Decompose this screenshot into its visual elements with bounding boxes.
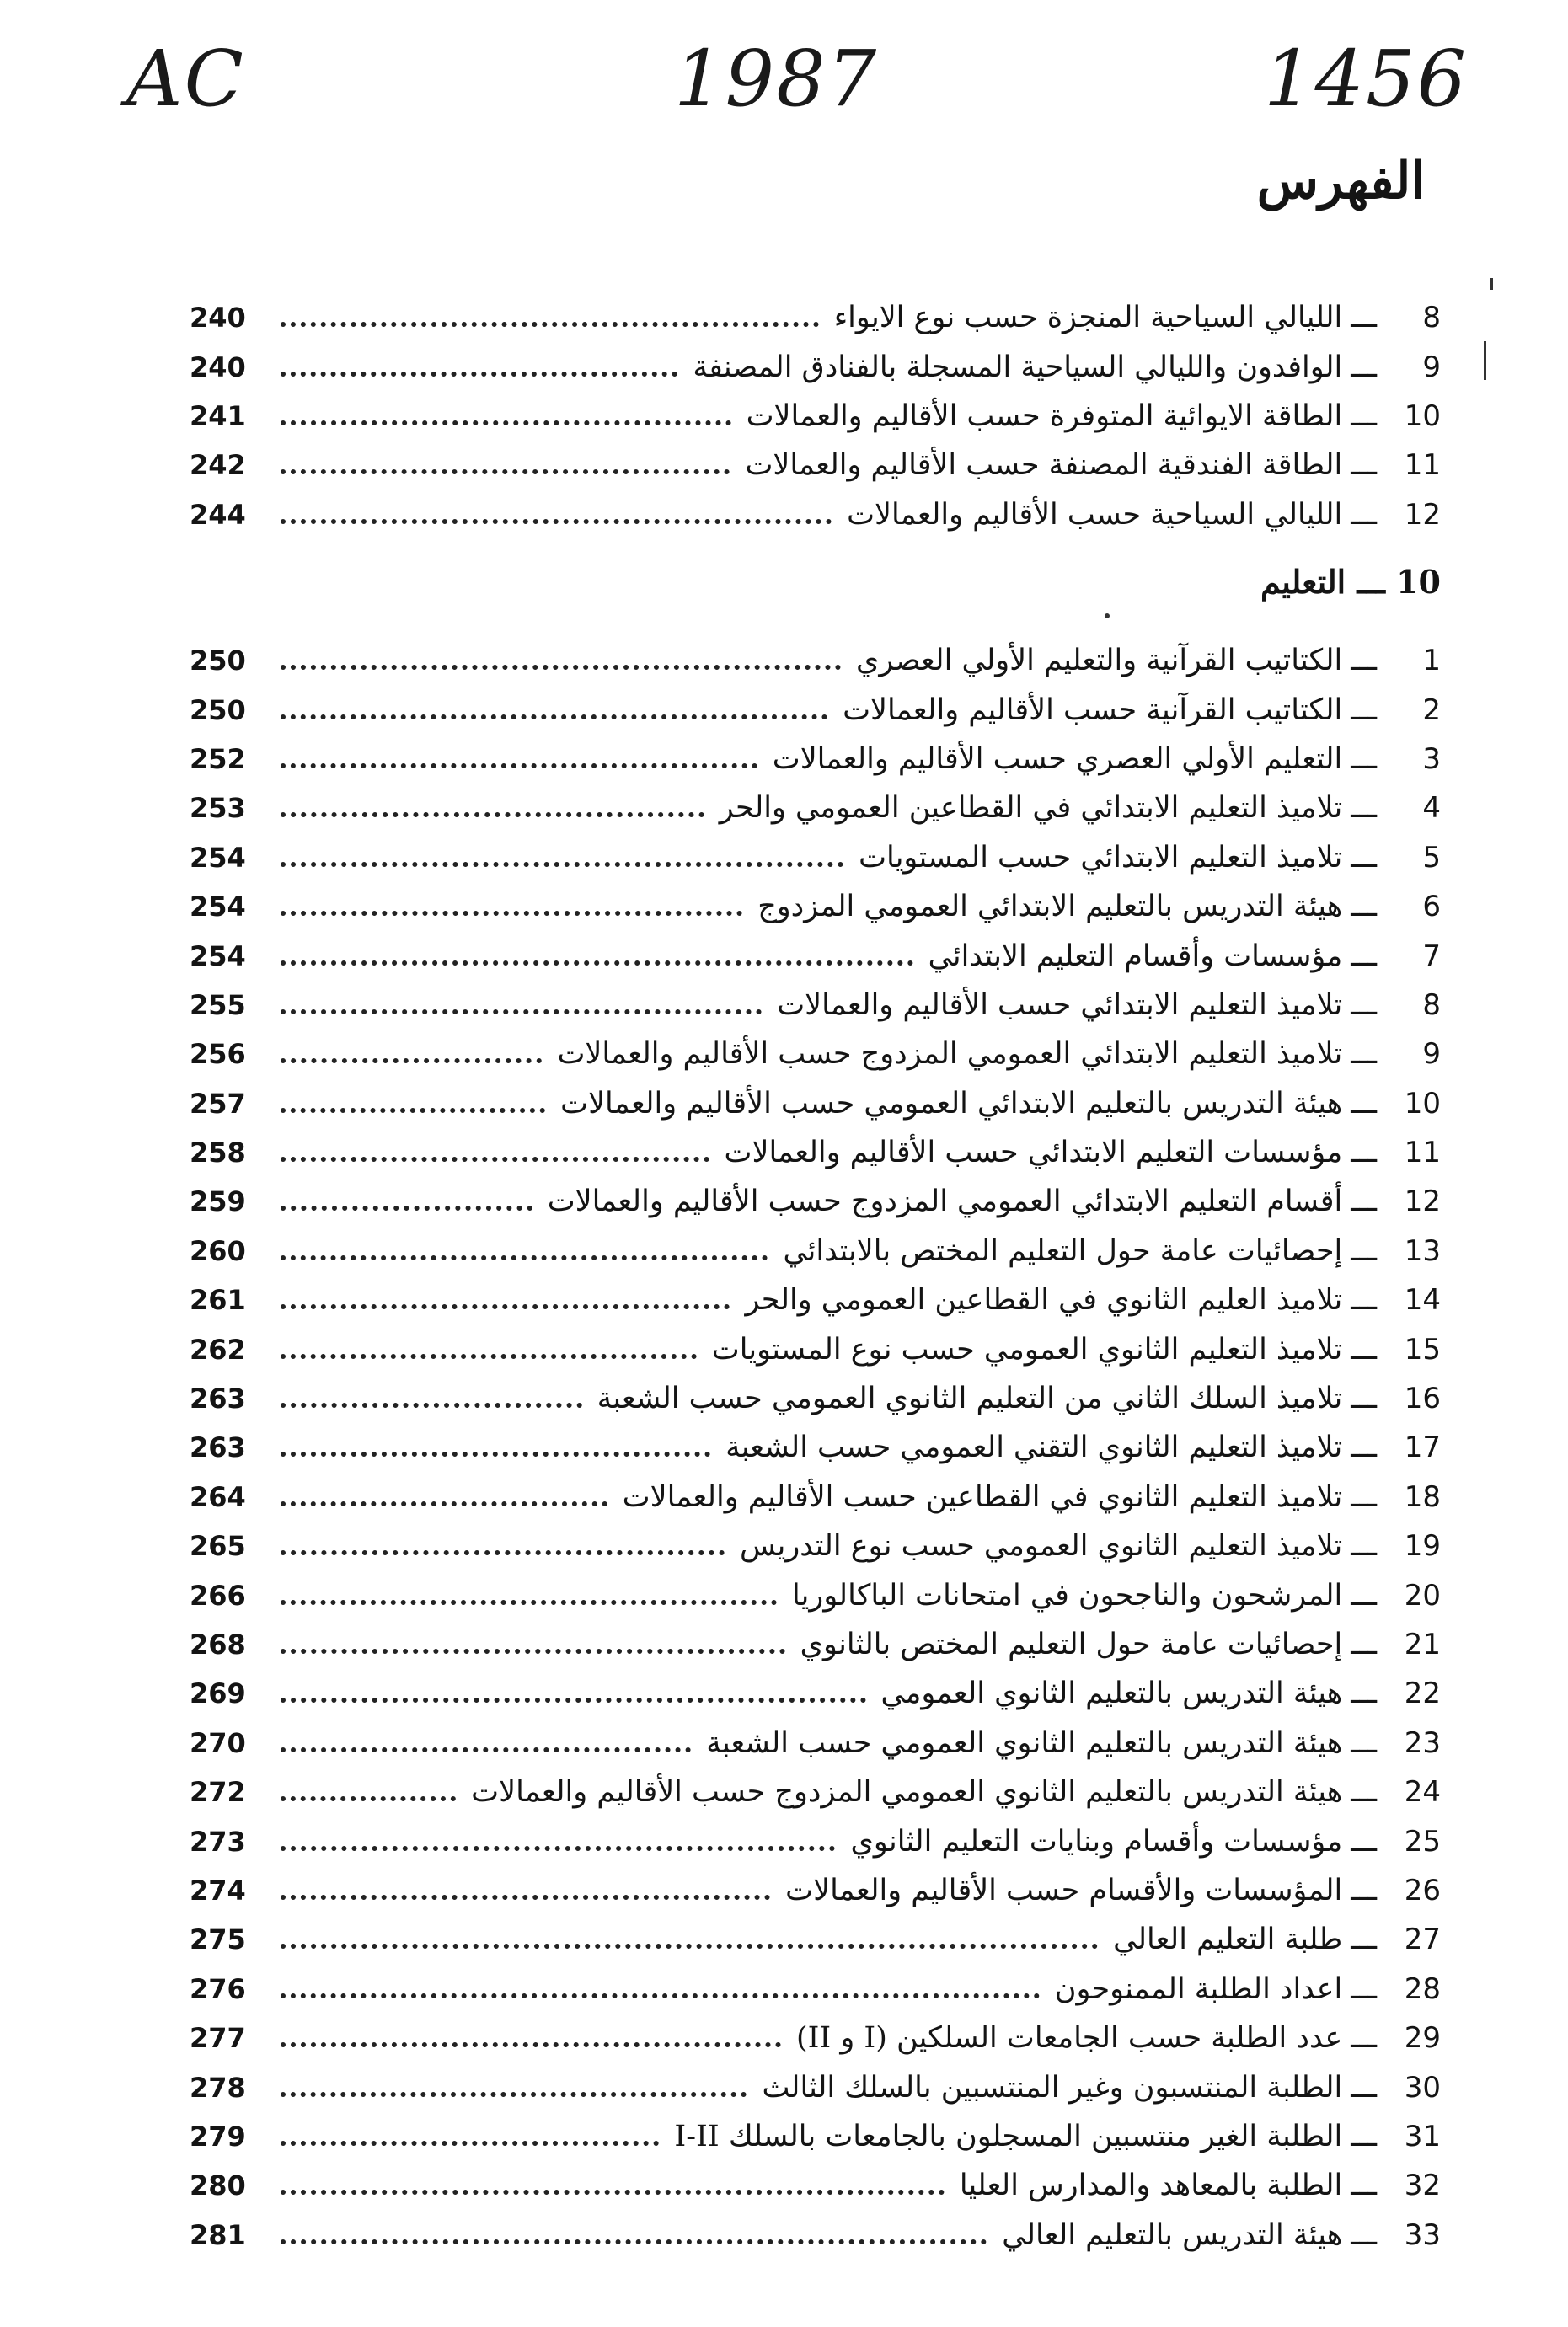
dot-leader	[281, 420, 731, 425]
dot-leader	[281, 1501, 607, 1506]
toc-row-number: 4	[1422, 791, 1441, 826]
toc-row-page: 278	[190, 2071, 246, 2104]
toc-row-number: 29	[1404, 2021, 1441, 2056]
toc-row-page: 272	[190, 1776, 246, 1809]
toc-row-title: هيئة التدريس بالتعليم العالي	[1002, 2217, 1343, 2252]
dot-leader	[281, 1452, 710, 1457]
toc-row: 11 ـــ مؤسسات التعليم الابتدائي حسب الأقاليم والعمالات 258	[190, 1136, 1441, 1170]
toc-row-page: 277	[190, 2022, 246, 2055]
dot-leader	[281, 1698, 866, 1703]
dot-leader	[281, 1255, 768, 1260]
toc-row-number: 30	[1404, 2070, 1441, 2105]
toc-row-title: مؤسسات وأقسام التعليم الابتدائي	[928, 939, 1343, 973]
dot-leader	[281, 2092, 747, 2097]
toc-row: 12 ـــ أقسام التعليم الابتدائي العمومي المزدوج حسب الأقاليم والعمالات 259	[190, 1185, 1441, 1219]
toc-row-page: 273	[190, 1825, 246, 1858]
toc-row-number: 6	[1422, 890, 1441, 924]
toc-row: 3 ـــ التعليم الأولي العصري حسب الأقاليم والعمالات 252	[190, 741, 1441, 776]
toc-row-number: 19	[1404, 1529, 1441, 1564]
toc-row-page: 261	[190, 1284, 246, 1317]
toc-row-title: تلاميذ التعليم الثانوي العمومي حسب نوع المستويات	[711, 1332, 1343, 1367]
toc-row-page: 254	[190, 939, 246, 972]
toc-row-title: الطلبة الغير منتسبين المسجلون بالجامعات بالسلك I-II	[674, 2119, 1343, 2153]
dot-leader	[281, 469, 730, 474]
toc-row-title: التعليم الأولي العصري حسب الأقاليم والعمالات	[772, 741, 1343, 776]
toc-row-number: 15	[1404, 1332, 1441, 1367]
toc-row-page: 279	[190, 2120, 246, 2153]
toc-row-title: تلاميذ التعليم الابتدائي حسب الأقاليم والعمالات	[777, 987, 1343, 1022]
toc-row: 4 ـــ تلاميذ التعليم الابتدائي في القطاعين العمومي والحر 253	[190, 791, 1441, 826]
toc-row-title: عدد الطلبة حسب الجامعات السلكين (I و II)	[795, 2021, 1343, 2056]
toc-row-page: 259	[190, 1185, 246, 1218]
toc-row: 26 ـــ المؤسسات والأقسام حسب الأقاليم والعمالات 274	[190, 1873, 1441, 1907]
ink-dot	[1105, 613, 1110, 618]
dot-leader	[281, 1993, 1040, 1998]
dot-leader	[281, 2190, 945, 2195]
toc-row: 27 ـــ طلبة التعليم العالي 275	[190, 1923, 1441, 1957]
toc-row-title: تلاميذ العليم الثانوي في القطاعين العمومي والحر	[745, 1283, 1343, 1318]
toc-row-title: الكتاتيب القرآنية حسب الأقاليم والعمالات	[843, 693, 1343, 727]
toc-row: 9 ـــ تلاميذ التعليم الابتدائي العمومي المزدوج حسب الأقاليم والعمالات 256	[190, 1037, 1441, 1072]
toc-row-page: 254	[190, 891, 246, 923]
dot-leader	[281, 372, 677, 377]
toc-row: 31 ـــ الطلبة الغير منتسبين المسجلون بالجامعات بالسلك I-II 279	[190, 2119, 1441, 2153]
toc-row: 21 ـــ إحصائيات عامة حول التعليم المختص بالثانوي 268	[190, 1628, 1441, 1661]
toc-row: 2 ـــ الكتاتيب القرآنية حسب الأقاليم والعمالات 250	[190, 693, 1441, 727]
dot-leader	[281, 1846, 835, 1851]
toc-row-title: إحصائيات عامة حول التعليم المختص بالابتدائي	[783, 1233, 1343, 1268]
toc-row-number: 14	[1404, 1283, 1441, 1318]
toc-row-page: 274	[190, 1874, 246, 1907]
toc-row: 1 ـــ الكتاتيب القرآنية والتعليم الأولي العصري 250	[190, 644, 1441, 678]
toc-row-title: تلاميذ التعليم الابتدائي في القطاعين العمومي والحر	[719, 791, 1343, 826]
toc-row-number: 16	[1404, 1382, 1441, 1416]
dot-leader	[281, 960, 913, 966]
dot-leader	[281, 322, 819, 327]
toc-row-title: الطلبة المنتسبون وغير المنتسبين بالسلك الثالث	[762, 2070, 1343, 2105]
toc-row-page: 255	[190, 988, 246, 1021]
dot-leader	[281, 1157, 709, 1162]
toc-row-number: 10	[1404, 1086, 1441, 1121]
toc-row-title: الليالي السياحية المنجزة حسب نوع الايواء	[833, 301, 1343, 335]
toc-row: 7 ـــ مؤسسات وأقسام التعليم الابتدائي 254	[190, 939, 1441, 973]
toc-row-number: 8	[1422, 301, 1441, 335]
toc-row-title: هيئة التدريس بالتعليم الثانوي العمومي	[880, 1677, 1343, 1711]
dot-leader	[281, 714, 827, 719]
toc-row: 22 ـــ هيئة التدريس بالتعليم الثانوي العمومي 269	[190, 1677, 1441, 1711]
toc-row-page: 240	[190, 302, 246, 334]
toc-row: 8 ـــ تلاميذ التعليم الابتدائي حسب الأقاليم والعمالات 255	[190, 987, 1441, 1022]
toc-row-number: 9	[1422, 350, 1441, 384]
toc-row-number: 9	[1422, 1037, 1441, 1072]
toc-row-page: 262	[190, 1333, 246, 1366]
toc-row: 16 ـــ تلاميذ السلك الثاني من التعليم الثانوي العمومي حسب الشعبة 263	[190, 1382, 1441, 1416]
toc-row-number: 12	[1404, 1185, 1441, 1219]
toc-row-number: 33	[1404, 2217, 1441, 2252]
toc-row-title: هيئة التدريس بالتعليم الابتدائي العمومي حسب الأقاليم والعمالات	[560, 1086, 1343, 1121]
handwritten-number: 1456	[1264, 34, 1469, 124]
toc-row: 6 ـــ هيئة التدريس بالتعليم الابتدائي العمومي المزدوج 254	[190, 890, 1441, 924]
dot-leader	[281, 911, 742, 916]
dot-leader	[281, 1403, 582, 1408]
toc-row-page: 264	[190, 1480, 246, 1513]
toc-row-number: 2	[1422, 693, 1441, 727]
dot-leader	[281, 862, 843, 867]
toc-row-number: 11	[1404, 448, 1441, 483]
toc-row-page: 258	[190, 1137, 246, 1169]
toc-row-page: 241	[190, 399, 246, 432]
toc-row: 25 ـــ مؤسسات وأقسام وبنايات التعليم الثانوي 273	[190, 1824, 1441, 1859]
dot-leader	[281, 1944, 1098, 1949]
toc-row-title: مؤسسات التعليم الابتدائي حسب الأقاليم والعمالات	[724, 1136, 1343, 1170]
toc-row-page: 265	[190, 1530, 246, 1563]
toc-row: 32 ـــ الطلبة بالمعاهد والمدارس العليا 280	[190, 2169, 1441, 2203]
toc-row: 19 ـــ تلاميذ التعليم الثانوي العمومي حسب نوع التدريس 265	[190, 1529, 1441, 1564]
toc-row-title: تلاميذ التعليم الثانوي التقني العمومي حسب الشعبة	[725, 1431, 1343, 1465]
margin-mark	[1484, 341, 1486, 380]
toc-row-number: 17	[1404, 1431, 1441, 1465]
dot-leader	[281, 1304, 730, 1309]
dot-leader	[281, 2042, 781, 2047]
toc-section-tourism	[190, 293, 1441, 539]
toc-row: 24 ـــ هيئة التدريس بالتعليم الثانوي العمومي المزدوج حسب الأقاليم والعمالات 272	[190, 1775, 1441, 1810]
toc-row-page: 244	[190, 498, 246, 531]
toc-row: 15 ـــ تلاميذ التعليم الثانوي العمومي حسب نوع المستويات 262	[190, 1332, 1441, 1367]
toc-row-title: الليالي السياحية حسب الأقاليم والعمالات	[847, 497, 1343, 532]
toc-row-page: 268	[190, 1629, 246, 1661]
toc-row: 13 ـــ إحصائيات عامة حول التعليم المختص بالابتدائي 260	[190, 1233, 1441, 1268]
toc-row-title: تلاميذ التعليم الابتدائي العمومي المزدوج حسب الأقاليم والعمالات	[557, 1037, 1343, 1072]
toc-row-title: اعداد الطلبة الممنوحون	[1054, 1971, 1343, 2006]
toc-row-page: 256	[190, 1038, 246, 1071]
toc-row-number: 12	[1404, 497, 1441, 532]
toc-row: 23 ـــ هيئة التدريس بالتعليم الثانوي العمومي حسب الشعبة 270	[190, 1725, 1441, 1760]
toc-row: 14 ـــ تلاميذ العليم الثانوي في القطاعين العمومي والحر 261	[190, 1283, 1441, 1318]
toc-row-number: 31	[1404, 2119, 1441, 2153]
dot-leader	[281, 1796, 456, 1801]
dot-leader	[281, 2239, 987, 2244]
toc-row-number: 21	[1404, 1628, 1441, 1661]
toc-row: 10 ـــ الطاقة الايوائية المتوفرة حسب الأقاليم والعمالات 241	[190, 399, 1441, 433]
toc-row-page: 269	[190, 1677, 246, 1710]
toc-row: 33 ـــ هيئة التدريس بالتعليم العالي 281	[190, 2217, 1441, 2252]
toc-row-page: 257	[190, 1087, 246, 1120]
toc-row: 28 ـــ اعداد الطلبة الممنوحون 276	[190, 1971, 1441, 2006]
toc-row-title: تلاميذ التعليم الثانوي العمومي حسب نوع التدريس	[740, 1529, 1343, 1564]
toc-row: 10 ـــ هيئة التدريس بالتعليم الابتدائي العمومي حسب الأقاليم والعمالات 257	[190, 1086, 1441, 1121]
toc-row-page: 270	[190, 1726, 246, 1759]
toc-row-number: 23	[1404, 1725, 1441, 1760]
toc-row-number: 26	[1404, 1873, 1441, 1907]
dot-leader	[281, 763, 757, 768]
toc-row-page: 242	[190, 449, 246, 482]
toc-row-number: 22	[1404, 1677, 1441, 1711]
toc-row-page: 275	[190, 1923, 246, 1956]
toc-row-number: 8	[1422, 987, 1441, 1022]
toc-row-title: الطلبة بالمعاهد والمدارس العليا	[959, 2169, 1343, 2203]
toc-row-title: هيئة التدريس بالتعليم الابتدائي العمومي المزدوج	[757, 890, 1343, 924]
toc-row-title: طلبة التعليم العالي	[1113, 1923, 1343, 1957]
toc-row-number: 1	[1422, 644, 1441, 678]
toc-row-number: 7	[1422, 939, 1441, 973]
toc-row-number: 11	[1404, 1136, 1441, 1170]
section-heading-number: 10	[1396, 563, 1441, 601]
dot-leader	[281, 1550, 725, 1555]
toc-row-title: تلاميذ التعليم الابتدائي حسب المستويات	[859, 840, 1343, 875]
toc-row: 17 ـــ تلاميذ التعليم الثانوي التقني العمومي حسب الشعبة 263	[190, 1431, 1441, 1465]
toc-row: 29 ـــ عدد الطلبة حسب الجامعات السلكين (I و II) 277	[190, 2021, 1441, 2056]
toc-row-page: 252	[190, 742, 246, 775]
toc-row-number: 13	[1404, 1233, 1441, 1268]
margin-mark	[1490, 278, 1493, 290]
handwritten-year: 1987	[674, 34, 879, 124]
toc-row-page: 280	[190, 2169, 246, 2202]
toc-row: 30 ـــ الطلبة المنتسبون وغير المنتسبين بالسلك الثالث 278	[190, 2070, 1441, 2105]
dot-leader	[281, 519, 832, 524]
toc-row: 5 ـــ تلاميذ التعليم الابتدائي حسب المستويات 254	[190, 840, 1441, 875]
toc-row-number: 18	[1404, 1479, 1441, 1514]
dot-leader	[281, 1649, 785, 1654]
toc-row-page: 281	[190, 2218, 246, 2251]
toc-row-page: 240	[190, 350, 246, 383]
section-heading-title: التعليم	[1260, 563, 1346, 601]
toc-row-number: 27	[1404, 1923, 1441, 1957]
toc-row-number: 32	[1404, 2169, 1441, 2203]
toc-row: 12 ـــ الليالي السياحية حسب الأقاليم والعمالات 244	[190, 497, 1441, 532]
toc-row-title: المؤسسات والأقسام حسب الأقاليم والعمالات	[785, 1873, 1343, 1907]
dot-leader	[281, 1895, 770, 1900]
toc-row-number: 28	[1404, 1971, 1441, 2006]
toc-row-page: 254	[190, 841, 246, 874]
toc-row-page: 250	[190, 693, 246, 726]
toc-section-education	[190, 636, 1441, 2260]
toc-row-title: تلاميذ السلك الثاني من التعليم الثانوي العمومي حسب الشعبة	[597, 1382, 1343, 1416]
toc-row-page: 260	[190, 1234, 246, 1267]
toc-row-title: تلاميذ التعليم الثانوي في القطاعين حسب الأقاليم والعمالات	[622, 1479, 1343, 1514]
toc-row-title: الكتاتيب القرآنية والتعليم الأولي العصري	[855, 644, 1343, 678]
toc-row-page: 276	[190, 1972, 246, 2005]
toc-row-page: 253	[190, 792, 246, 825]
toc-row-title: مؤسسات وأقسام وبنايات التعليم الثانوي	[850, 1824, 1343, 1859]
toc-row-page: 263	[190, 1431, 246, 1464]
toc-row-page: 266	[190, 1579, 246, 1612]
toc-row: 11 ـــ الطاقة الفندقية المصنفة حسب الأقاليم والعمالات 242	[190, 448, 1441, 483]
page-title: الفهرس	[1256, 152, 1425, 211]
toc-row-title: المرشحون والناجحون في امتحانات الباكالوريا	[792, 1578, 1343, 1613]
toc-row: 20 ـــ المرشحون والناجحون في امتحانات الباكالوريا 266	[190, 1578, 1441, 1613]
toc-row-number: 20	[1404, 1578, 1441, 1613]
toc-row-title: إحصائيات عامة حول التعليم المختص بالثانوي	[800, 1628, 1343, 1661]
toc-row-number: 10	[1404, 399, 1441, 433]
toc-row-title: الوافدون والليالي السياحية المسجلة بالفنادق المصنفة	[693, 350, 1343, 384]
toc-row: 18 ـــ تلاميذ التعليم الثانوي في القطاعين حسب الأقاليم والعمالات 264	[190, 1479, 1441, 1514]
dot-leader	[281, 1108, 545, 1113]
dot-leader	[281, 1206, 532, 1211]
dot-leader	[281, 1600, 777, 1605]
dot-leader	[281, 665, 841, 670]
toc-row-number: 3	[1422, 741, 1441, 776]
dot-leader	[281, 1009, 762, 1014]
toc-row-page: 263	[190, 1383, 246, 1415]
toc-row: 8 ـــ الليالي السياحية المنجزة حسب نوع الايواء 240	[190, 301, 1441, 335]
section-heading: 10 ـــ التعليم	[1260, 563, 1441, 601]
toc-row-title: هيئة التدريس بالتعليم الثانوي العمومي المزدوج حسب الأقاليم والعمالات	[471, 1775, 1343, 1810]
dot-leader	[281, 1058, 542, 1063]
dot-leader	[281, 812, 704, 817]
dot-leader	[281, 1747, 691, 1752]
toc-row-number: 24	[1404, 1775, 1441, 1810]
toc-row-number: 25	[1404, 1824, 1441, 1859]
toc-row-title: أقسام التعليم الابتدائي العمومي المزدوج حسب الأقاليم والعمالات	[547, 1185, 1343, 1219]
handwritten-note-left: AC	[126, 34, 245, 124]
dot-leader	[281, 1354, 697, 1359]
dot-leader	[281, 2141, 659, 2146]
toc-row-number: 5	[1422, 840, 1441, 875]
toc-row: 9 ـــ الوافدون والليالي السياحية المسجلة بالفنادق المصنفة 240	[190, 350, 1441, 384]
toc-row-title: الطاقة الايوائية المتوفرة حسب الأقاليم والعمالات	[746, 399, 1343, 433]
toc-row-title: هيئة التدريس بالتعليم الثانوي العمومي حسب الشعبة	[706, 1725, 1343, 1760]
toc-row-title: الطاقة الفندقية المصنفة حسب الأقاليم والعمالات	[745, 448, 1343, 483]
toc-row-page: 250	[190, 645, 246, 677]
